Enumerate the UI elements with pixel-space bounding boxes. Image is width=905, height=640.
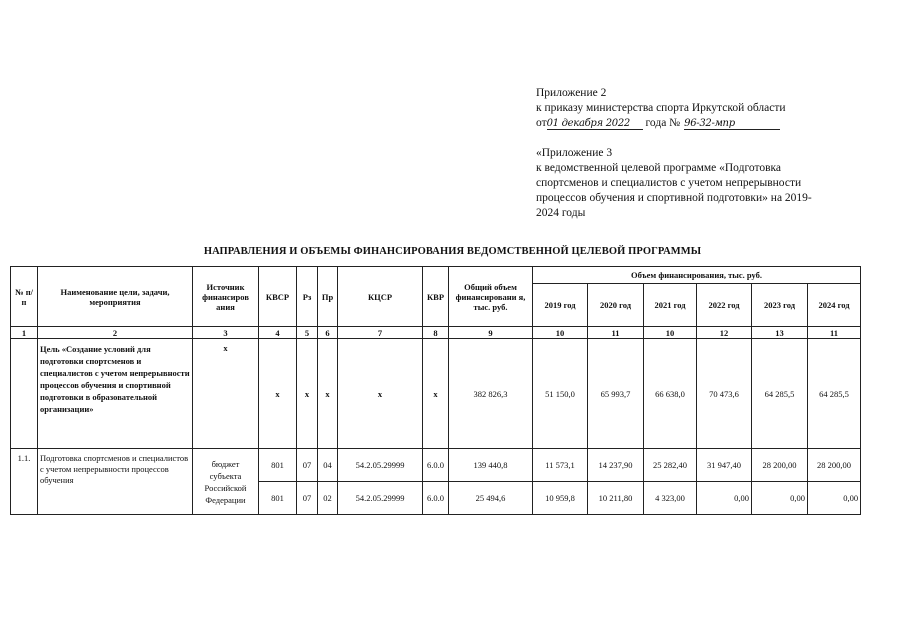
index-cell: 5 — [297, 327, 318, 339]
header-name: Наименование цели, задачи, мероприятия — [38, 267, 193, 327]
index-cell: 8 — [423, 327, 449, 339]
task-num: 1.1. — [11, 449, 38, 515]
header-year-2023: 2023 год — [752, 284, 808, 327]
task1-2022: 31 947,40 — [697, 449, 752, 482]
task2-kvr: 6.0.0 — [423, 482, 449, 515]
task1-2020: 14 237,90 — [588, 449, 644, 482]
appendix3-header — [536, 146, 866, 221]
appendix3-line-5: 2024 годы — [536, 207, 586, 219]
goal-2019: 51 150,0 — [533, 339, 588, 449]
index-cell: 11 — [808, 327, 861, 339]
goal-source: х — [193, 339, 259, 449]
appendix3-line-1: «Приложение 3 — [536, 147, 613, 159]
financing-table — [10, 266, 861, 515]
index-cell: 12 — [697, 327, 752, 339]
appendix-line-1: Приложение 2 — [536, 87, 607, 99]
task1-kvsr: 801 — [259, 449, 297, 482]
index-cell: 10 — [644, 327, 697, 339]
appendix3-line-4: процессов обучения и спортивной подготовки» на 2019- — [536, 192, 812, 204]
goal-2023: 64 285,5 — [752, 339, 808, 449]
task1-2023: 28 200,00 — [752, 449, 808, 482]
appendix-line-2: к приказу министерства спорта Иркутской области — [536, 102, 786, 114]
task2-kvsr: 801 — [259, 482, 297, 515]
task2-2022: 0,00 — [697, 482, 752, 515]
appendix-date-line — [536, 116, 866, 131]
goal-2020: 65 993,7 — [588, 339, 644, 449]
handwritten-number: 96-32-мпр — [684, 118, 780, 130]
goal-kcsr: х — [338, 339, 423, 449]
goal-2024: 64 285,5 — [808, 339, 861, 449]
document-title: НАПРАВЛЕНИЯ И ОБЪЕМЫ ФИНАНСИРОВАНИЯ ВЕДОМСТВЕННОЙ ЦЕЛЕВОЙ ПРОГРАММЫ — [203, 246, 702, 257]
goal-name: Цель «Создание условий для подготовки спортсменов и специалистов с учетом непрерывности процессов обучения и спортивной подготовки в образовательной организации» — [38, 339, 193, 449]
task1-2021: 25 282,40 — [644, 449, 697, 482]
header-pr: Пр — [318, 267, 338, 327]
header-kvsr: КВСР — [259, 267, 297, 327]
task2-2023: 0,00 — [752, 482, 808, 515]
goal-pr: х — [318, 339, 338, 449]
index-cell: 4 — [259, 327, 297, 339]
index-cell: 3 — [193, 327, 259, 339]
task2-2020: 10 211,80 — [588, 482, 644, 515]
header-year-2020: 2020 год — [588, 284, 644, 327]
task1-2024: 28 200,00 — [808, 449, 861, 482]
date-prefix: от — [536, 117, 547, 129]
appendix3-line-2: к ведомственной целевой программе «Подготовка — [536, 162, 782, 174]
goal-rz: х — [297, 339, 318, 449]
index-cell: 11 — [588, 327, 644, 339]
appendix3-line-3: спортсменов и специалистов с учетом непрерывности — [536, 177, 802, 189]
task2-kcsr: 54.2.05.29999 — [338, 482, 423, 515]
goal-2021: 66 638,0 — [644, 339, 697, 449]
index-cell: 2 — [38, 327, 193, 339]
year-label: года № — [645, 117, 681, 129]
header-num: № п/п — [11, 267, 38, 327]
header-total: Общий объем финансировани я, тыс. руб. — [449, 267, 533, 327]
header-year-2021: 2021 год — [644, 284, 697, 327]
header-row-1 — [11, 267, 861, 284]
task1-kvr: 6.0.0 — [423, 449, 449, 482]
task1-2019: 11 573,1 — [533, 449, 588, 482]
task1-total: 139 440,8 — [449, 449, 533, 482]
index-cell: 6 — [318, 327, 338, 339]
task-name: Подготовка спортсменов и специалистов с учетом непрерывности процессов обучения — [38, 449, 193, 515]
header-kcsr: КЦСР — [338, 267, 423, 327]
goal-kvr: х — [423, 339, 449, 449]
header-year-2019: 2019 год — [533, 284, 588, 327]
handwritten-date: 01 декабря 2022 — [547, 118, 643, 130]
column-index-row — [11, 327, 861, 339]
task1-pr: 04 — [318, 449, 338, 482]
index-cell: 7 — [338, 327, 423, 339]
task2-2019: 10 959,8 — [533, 482, 588, 515]
goal-total: 382 826,3 — [449, 339, 533, 449]
index-cell: 13 — [752, 327, 808, 339]
task2-rz: 07 — [297, 482, 318, 515]
task2-pr: 02 — [318, 482, 338, 515]
header-source: Источник финансиров ания — [193, 267, 259, 327]
task1-kcsr: 54.2.05.29999 — [338, 449, 423, 482]
task2-total: 25 494,6 — [449, 482, 533, 515]
header-kvr: КВР — [423, 267, 449, 327]
task2-2021: 4 323,00 — [644, 482, 697, 515]
goal-num — [11, 339, 38, 449]
index-cell: 1 — [11, 327, 38, 339]
task-row-1 — [11, 449, 861, 482]
header-year-2022: 2022 год — [697, 284, 752, 327]
task1-rz: 07 — [297, 449, 318, 482]
header-volume-group: Объем финансирования, тыс. руб. — [533, 267, 861, 284]
header-year-2024: 2024 год — [808, 284, 861, 327]
index-cell: 10 — [533, 327, 588, 339]
appendix-header — [536, 86, 866, 131]
task2-2024: 0,00 — [808, 482, 861, 515]
header-rz: Рз — [297, 267, 318, 327]
goal-kvsr: х — [259, 339, 297, 449]
task-source: бюджет субъекта Российской Федерации — [193, 449, 259, 515]
index-cell: 9 — [449, 327, 533, 339]
goal-2022: 70 473,6 — [697, 339, 752, 449]
goal-row — [11, 339, 861, 449]
